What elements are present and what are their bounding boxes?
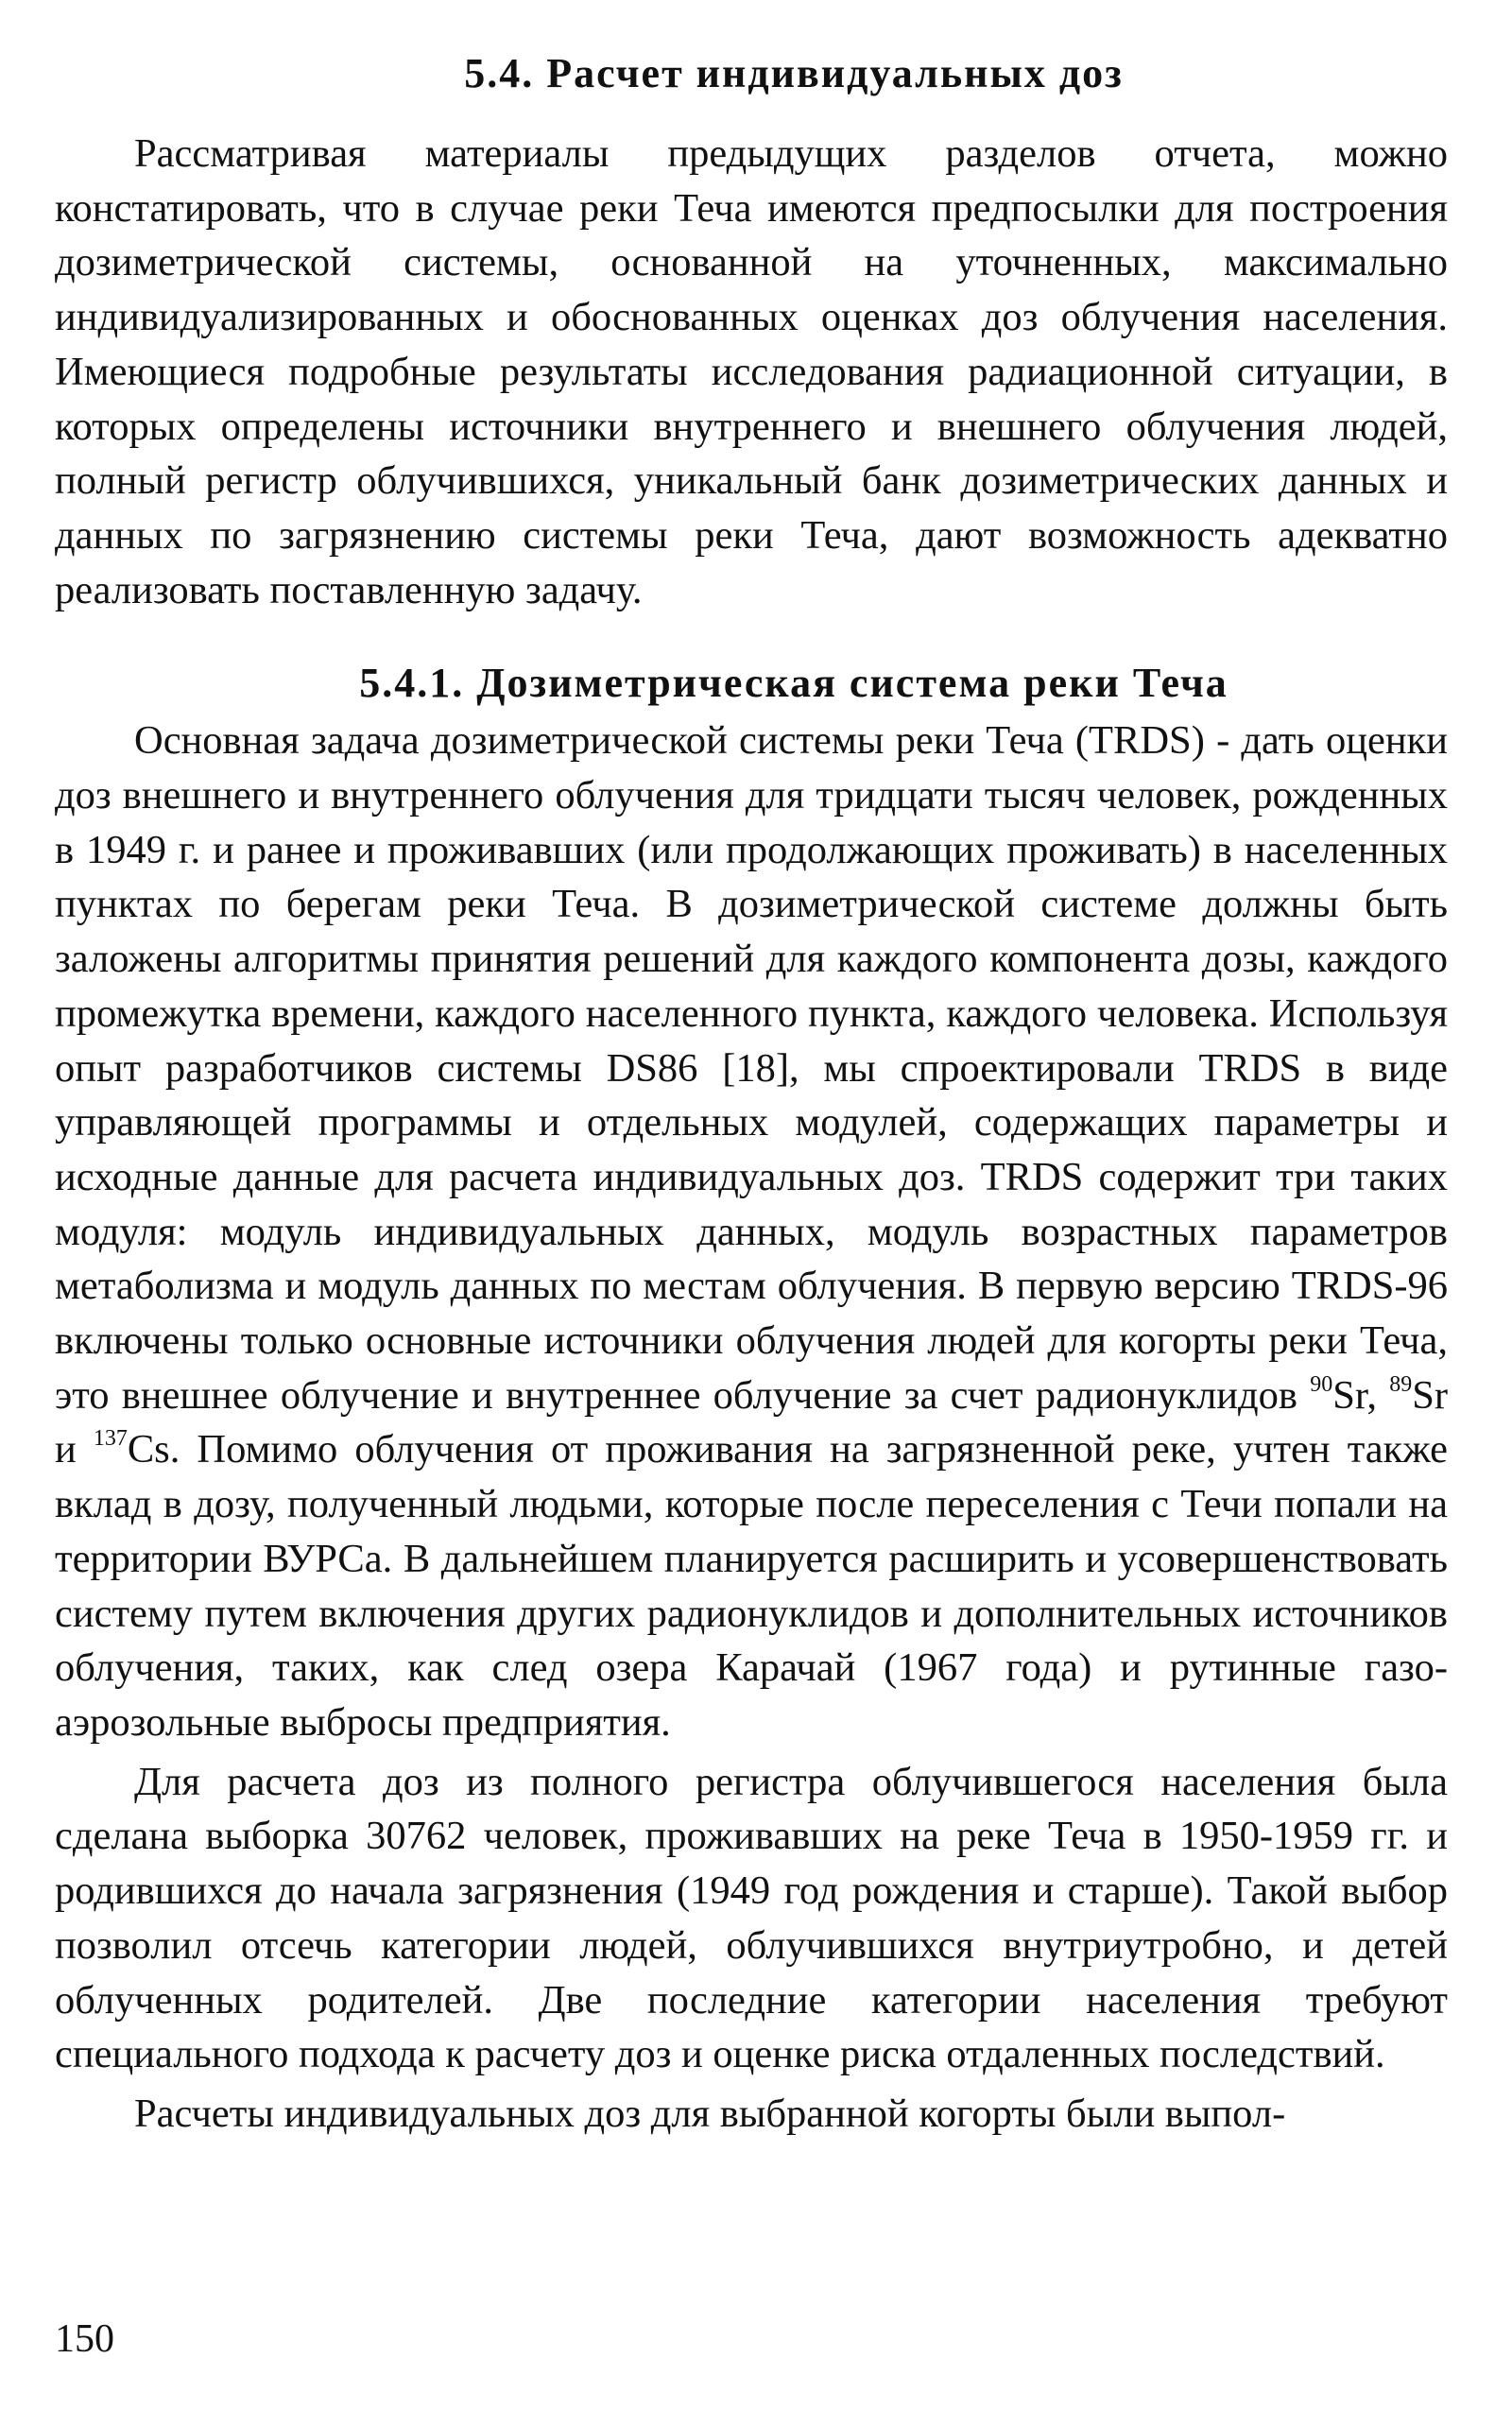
isotope-sr90-mass: 90 <box>1310 1371 1333 1397</box>
subsection-paragraph-3: Расчеты индивидуальных доз для выбранной когорты были выпол- <box>134 2091 1286 2136</box>
isotope-sr89-symbol: Sr и <box>55 1372 1449 1472</box>
section-heading: 5.4. Расчет индивидуальных доз <box>464 50 1124 96</box>
isotope-sr90-symbol: Sr, <box>1332 1372 1390 1418</box>
subsection-paragraph-1 <box>55 714 1448 1749</box>
paragraph-text-before-isotopes: Основная задача дозиметрической системы реки Теча (TRDS) - дать оценки доз внешнего и внутреннего облучения для тридцати тысяч человек, рожденных в 1949 г. и ранее и проживавших (или продолжающих проживать) в населенных пунктах по берегам реки Теча. В дозиметрической системе должны быть заложены алгоритмы принятия решений для каждого компонента дозы, каждого промежутка времени, каждого населенного пункта, каждого человека. Используя опыт разработчиков системы DS86 [18], мы спроектировали TRDS в виде управляющей программы и отдельных модулей, содержащих параметры и исходные данные для расчета индивидуальных доз. TRDS содержит три таких модуля: модуль индивидуальных данных, модуль возрастных параметров метаболизма и модуль данных по местам облучения. В первую версию TRDS-96 включены только основные источники облучения людей для когорты реки Теча, это внешнее облучение и внутреннее облучение за счет радионуклидов <box>55 718 1448 1418</box>
page-number: 150 <box>55 2317 114 2361</box>
subsection-paragraph-2: Для расчета доз из полного регистра облучившегося населения была сделана выборка 30762 человек, проживавших на реке Теча в 1950-1959 гг. и родившихся до начала загрязнения (1949 год рождения и старше). Такой выбор позволил отсечь категории людей, облучившихся внутриутробно, и детей облученных родителей. Две последние категории населения требуют специального подхода к расчету доз и оценке риска отдаленных последствий. <box>55 1759 1448 2077</box>
section-paragraph: Рассматривая материалы предыдущих разделов отчета, можно констатировать, что в случае реки Теча имеются предпосылки для построения дозиметрической системы, основанной на уточненных, максимально индивидуализированных и обоснованных оценках доз облучения населения. Имеющиеся подробные результаты исследования радиационной ситуации, в которых определены источники внутреннего и внешнего облучения людей, полный регистр облучившихся, уникальный банк дозиметрических данных и данных по загрязнению системы реки Теча, дают возможность адекватно реализовать поставленную задачу. <box>55 131 1448 612</box>
isotope-sr89-mass: 89 <box>1389 1371 1413 1397</box>
paragraph-text-after-isotopes: . Помимо облучения от проживания на загрязненной реке, учтен также вклад в дозу, полученный людьми, которые после переселения с Течи попали на территории ВУРСа. В дальнейшем планируется расширить и усовершенствовать систему путем включения других радионуклидов и дополнительных источников облучения, таких, как след озера Карачай (1967 года) и рутинные газо-аэрозольные выбросы предприятия. <box>55 1427 1448 1745</box>
subsection-heading: 5.4.1. Дозиметрическая система реки Теча <box>359 660 1228 707</box>
isotope-cs137-mass: 137 <box>93 1426 128 1452</box>
isotope-cs137-symbol: Cs <box>127 1427 170 1472</box>
page-content <box>55 45 1448 2142</box>
